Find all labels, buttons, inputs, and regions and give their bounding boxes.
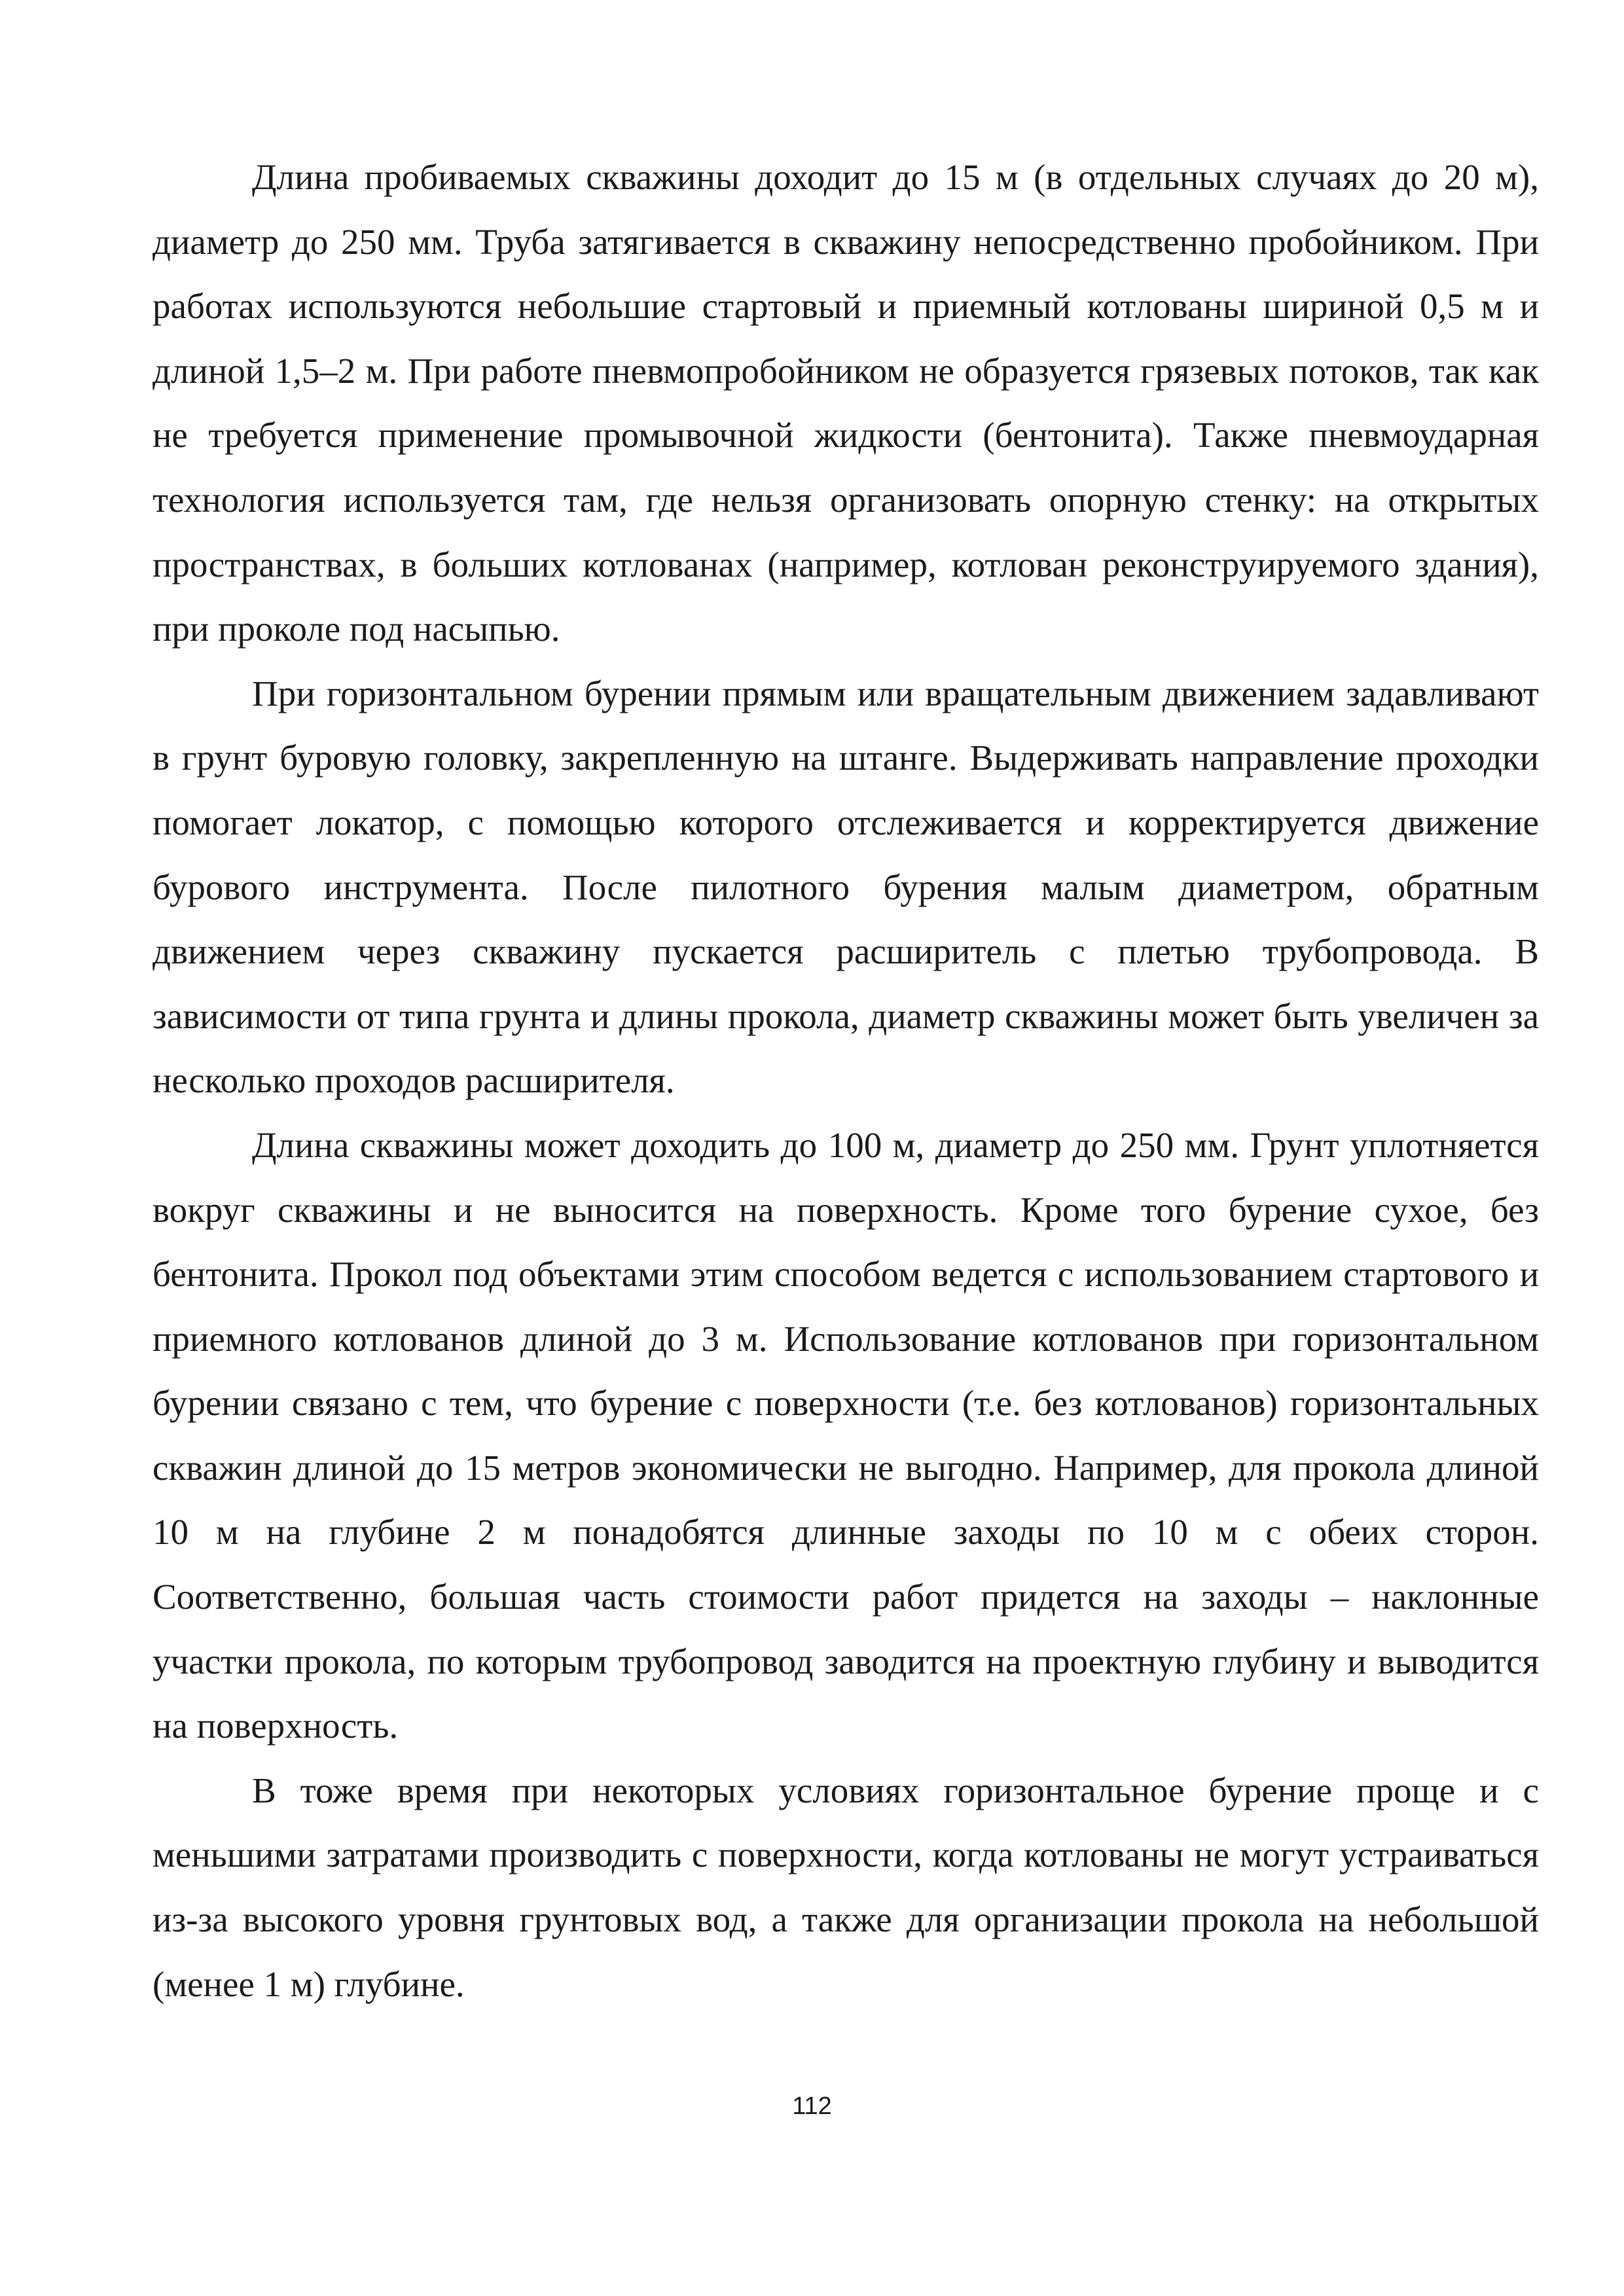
paragraph-1: Длина пробиваемых скважины доходит до 15 м (в отдельных случаях до 20 м), диаметр до 250 мм. Труба затягивается в скважину непосредственно пробойником. При работах используются небольшие стартовый и приемный котлованы шириной 0,5 м и длиной 1,5–2 м. При работе пневмопробойником не образуется грязевых потоков, так как не требуется применение промывочной жидкости (бентонита). Также пневмоударная технология используется там, где нельзя организовать опорную стенку: на открытых пространствах, в больших котлованах (например, котлован реконструируемого здания), при проколе под насыпью. [153, 157, 1539, 649]
paragraph-4: В тоже время при некоторых условиях горизонтальное бурение проще и с меньшими затратами производить с поверхности, когда котлованы не могут устраиваться из-за высокого уровня грунтовых вод, а также для организации прокола на небольшой (менее 1 м) глубине. [153, 1770, 1539, 2004]
page-number: 112 [792, 2092, 832, 2120]
body-text [153, 145, 1539, 2017]
paragraph-3: Длина скважины может доходить до 100 м, диаметр до 250 мм. Грунт уплотняется вокруг скважины и не выносится на поверхность. Кроме того бурение сухое, без бентонита. Прокол под объектами этим способом ведется с использованием стартового и приемного котлованов длиной до 3 м. Использование котлованов при горизонтальном бурении связано с тем, что бурение с поверхности (т.е. без котлованов) горизонтальных скважин длиной до 15 метров экономически не выгодно. Например, для прокола длиной 10 м на глубине 2 м понадобятся длинные заходы по 10 м с обеих сторон. Соответственно, большая часть стоимости работ придется на заходы – наклонные участки прокола, по которым трубопровод заводится на проектную глубину и выводится на поверхность. [153, 1124, 1539, 1746]
paragraph-2: При горизонтальном бурении прямым или вращательным движением задавливают в грунт буровую головку, закрепленную на штанге. Выдерживать направление проходки помогает локатор, с помощью которого отслеживается и корректируется движение бурового инструмента. После пилотного бурения малым диаметром, обратным движением через скважину пускается расширитель с плетью трубопровода. В зависимости от типа грунта и длины прокола, диаметр скважины может быть увеличен за несколько проходов расширителя. [153, 673, 1539, 1101]
